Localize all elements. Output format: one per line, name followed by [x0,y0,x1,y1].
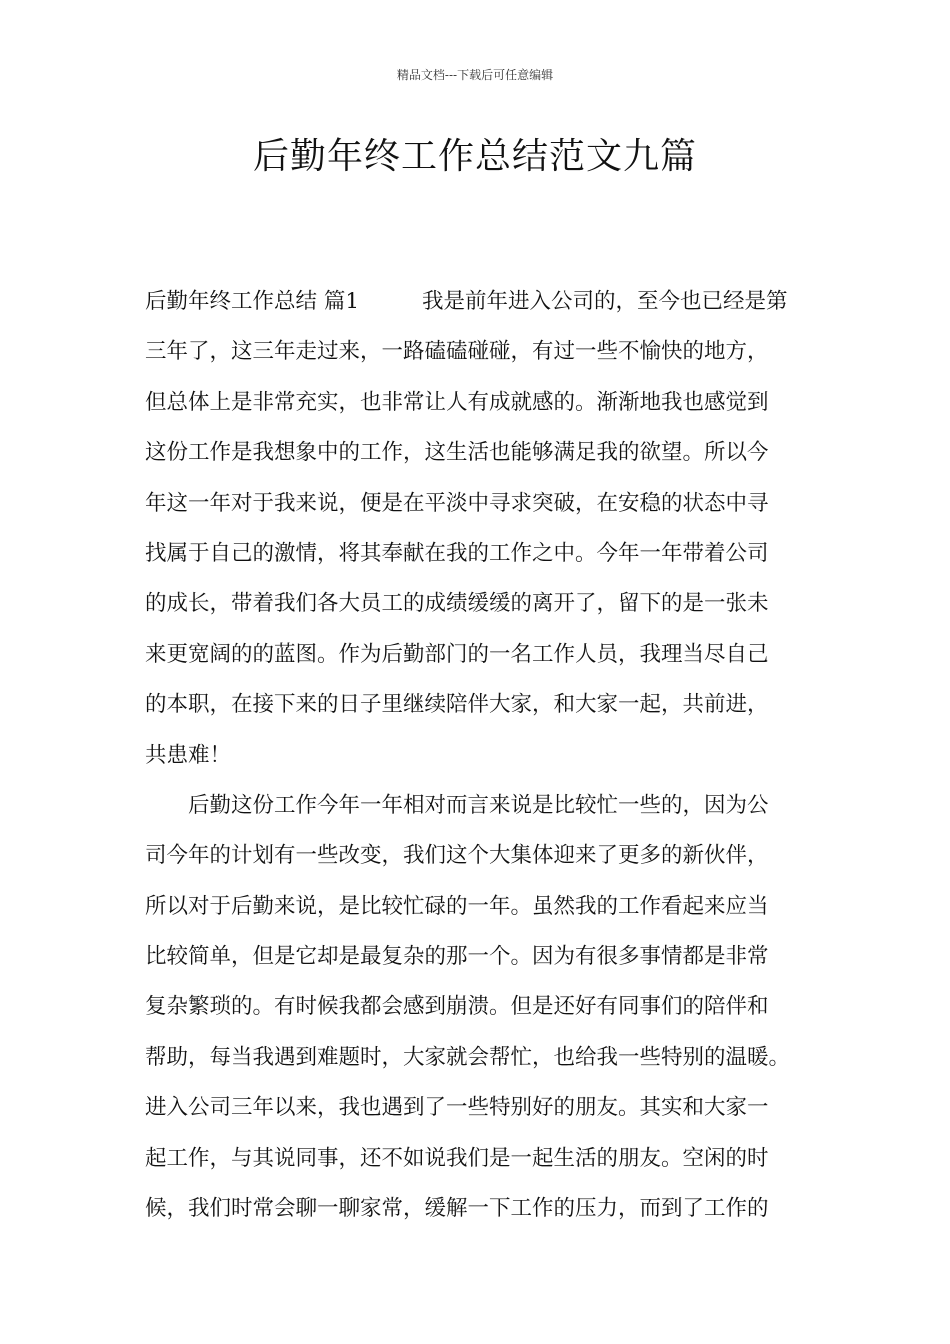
document-body [145,282,845,1239]
body-line: 来更宽阔的的蓝图。作为后勤部门的一名工作人员，我理当尽自己 [145,641,769,667]
body-line: 三年了，这三年走过来，一路磕磕碰碰，有过一些不愉快的地方， [145,339,769,365]
body-line: 的成长，带着我们各大员工的成绩缓缓的离开了，留下的是一张未 [145,591,769,617]
body-line: 起工作，与其说同事，还不如说我们是一起生活的朋友。空闲的时 [145,1145,769,1171]
body-line: 司今年的计划有一些改变，我们这个大集体迎来了更多的新伙伴， [145,843,769,869]
document-title: 后勤年终工作总结范文九篇 [252,136,697,177]
body-line: 帮助，每当我遇到难题时，大家就会帮忙，也给我一些特别的温暖。 [145,1044,791,1070]
body-line: 找属于自己的激情，将其奉献在我的工作之中。今年一年带着公司 [145,540,769,566]
section-label: 后勤年终工作总结 篇1 [145,289,360,314]
body-line: 后勤这份工作今年一年相对而言来说是比较忙一些的，因为公 [188,792,769,818]
body-line: 比较简单，但是它却是最复杂的那一个。因为有很多事情都是非常 [145,944,769,970]
body-line: 所以对于后勤来说，是比较忙碌的一年。虽然我的工作看起来应当 [145,893,769,919]
body-line [145,282,845,332]
body-line: 年这一年对于我来说，便是在平淡中寻求突破，在安稳的状态中寻 [145,490,769,516]
body-line: 的本职，在接下来的日子里继续陪伴大家，和大家一起，共前进， [145,692,769,718]
body-line-text: 我是前年进入公司的，至今也已经是第 [422,289,788,314]
body-line: 这份工作是我想象中的工作，这生活也能够满足我的欲望。所以今 [145,440,769,466]
body-line: 复杂繁琐的。有时候我都会感到崩溃。但是还好有同事们的陪伴和 [145,994,769,1020]
body-line: 但总体上是非常充实，也非常让人有成就感的。渐渐地我也感觉到 [145,389,769,415]
body-line: 进入公司三年以来，我也遇到了一些特别好的朋友。其实和大家一 [145,1095,769,1121]
body-line: 共患难！ [145,742,232,768]
body-line: 候，我们时常会聊一聊家常，缓解一下工作的压力，而到了工作的 [145,1196,769,1222]
page-header-note: 精品文档---下载后可任意编辑 [396,68,554,82]
